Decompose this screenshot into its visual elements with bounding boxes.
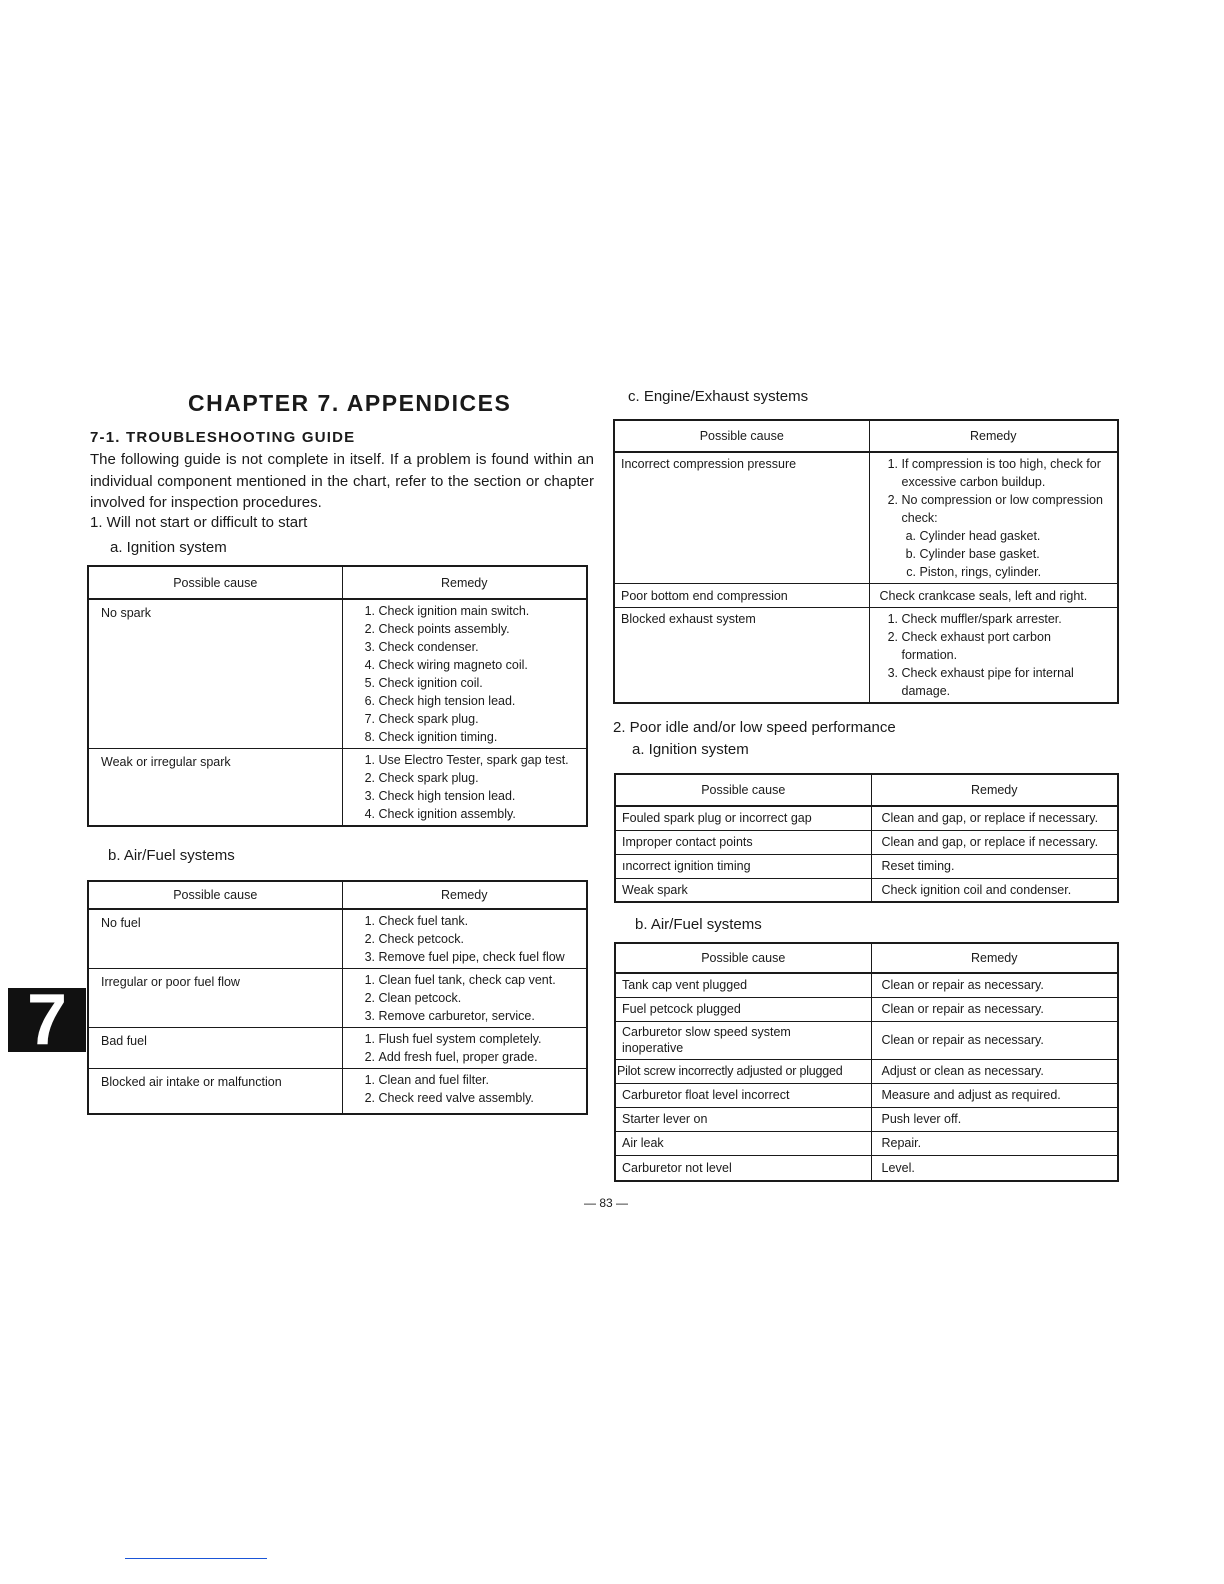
cause-cell: Carburetor not level (615, 1155, 871, 1181)
table-row (88, 969, 587, 1028)
remedy-item: 1. Use Electro Tester, spark gap test. (379, 751, 579, 769)
header-cause: Possible cause (615, 943, 871, 973)
table-row (615, 1059, 1118, 1083)
remedy-cell: Push lever off. (871, 1107, 1118, 1131)
chapter-title: CHAPTER 7. APPENDICES (188, 390, 512, 416)
table-row (88, 749, 587, 827)
remedy-cell: Reset timing. (871, 854, 1118, 878)
header-remedy: Remedy (869, 420, 1118, 452)
remedy-item: 1. Clean and fuel filter. (379, 1071, 579, 1089)
header-remedy: Remedy (342, 881, 587, 909)
ignition-table-1 (87, 565, 588, 827)
remedy-cell: Clean or repair as necessary. (871, 973, 1118, 997)
remedy-item: 5. Check ignition coil. (379, 674, 579, 692)
table-row (88, 909, 587, 969)
cause-cell: Irregular or poor fuel flow (88, 969, 342, 1028)
cause-cell: Weak or irregular spark (88, 749, 342, 827)
remedy-cell (342, 1028, 587, 1069)
remedy-subitem: c. Piston, rings, cylinder. (920, 563, 1116, 581)
remedy-cell: Level. (871, 1155, 1118, 1181)
remedy-item: 4. Check ignition assembly. (379, 805, 579, 823)
remedy-cell: Clean and gap, or replace if necessary. (871, 830, 1118, 854)
cause-cell: Air leak (615, 1131, 871, 1155)
table-row (615, 830, 1118, 854)
remedy-cell: Repair. (871, 1131, 1118, 1155)
header-remedy: Remedy (871, 943, 1118, 973)
remedy-item: 2. Add fresh fuel, proper grade. (379, 1048, 579, 1066)
remedy-cell: Measure and adjust as required. (871, 1083, 1118, 1107)
section-title: 7-1. TROUBLESHOOTING GUIDE (90, 429, 356, 446)
remedy-item: 1. Check muffler/spark arrester. (902, 610, 1110, 628)
remedy-item (902, 491, 1116, 581)
cause-cell: Pilot screw incorrectly adjusted or plugged (615, 1059, 871, 1083)
remedy-cell: Clean or repair as necessary. (871, 1021, 1118, 1059)
remedy-cell (342, 599, 587, 749)
remedy-item: 3. Check condenser. (379, 638, 579, 656)
fuel-table-2 (614, 942, 1119, 1182)
remedy-item: 2. Clean petcock. (379, 989, 579, 1007)
remedy-item: 2. Check points assembly. (379, 620, 579, 638)
remedy-item: 1. Flush fuel system completely. (379, 1030, 579, 1048)
cause-cell: ıncorrect ignition timing (615, 854, 871, 878)
section-2a-title: a. Ignition system (632, 741, 749, 758)
remedy-cell: Adjust or clean as necessary. (871, 1059, 1118, 1083)
remedy-item: 8. Check ignition timing. (379, 728, 579, 746)
section-1c-title: c. Engine/Exhaust systems (628, 388, 809, 405)
remedy-cell: Clean and gap, or replace if necessary. (871, 806, 1118, 830)
table-row (88, 599, 587, 749)
remedy-item: 3. Check exhaust pipe for internal damage. (902, 664, 1110, 700)
cause-cell: Fouled spark plug or incorrect gap (615, 806, 871, 830)
remedy-item: 1. Check fuel tank. (379, 912, 579, 930)
header-remedy: Remedy (871, 774, 1118, 806)
remedy-subitem: b. Cylinder base gasket. (920, 545, 1116, 563)
remedy-cell: Check ignition coil and condenser. (871, 878, 1118, 902)
remedy-cell (342, 749, 587, 827)
fuel-table-1 (87, 880, 588, 1115)
table-row (614, 584, 1118, 608)
table-row (615, 997, 1118, 1021)
cause-cell: Fuel petcock plugged (615, 997, 871, 1021)
cause-cell: Tank cap vent plugged (615, 973, 871, 997)
intro-paragraph: The following guide is not complete in itself. If a problem is found within an individual component mentioned in the chart, refer to the section or chapter involved for inspection procedures. (90, 451, 594, 511)
remedy-cell: Check crankcase seals, left and right. (869, 584, 1118, 608)
remedy-subitem: a. Cylinder head gasket. (920, 527, 1116, 545)
cause-cell: No fuel (88, 909, 342, 969)
cause-cell: No spark (88, 599, 342, 749)
section-1b-title: b. Air/Fuel systems (108, 847, 235, 864)
remedy-item: 1. Clean fuel tank, check cap vent. (379, 971, 579, 989)
header-cause: Possible cause (88, 566, 342, 599)
remedy-item: 1. Check ignition main switch. (379, 602, 579, 620)
table-row (88, 1069, 587, 1115)
table-row (615, 973, 1118, 997)
remedy-item: 2. Check reed valve assembly. (379, 1089, 579, 1107)
remedy-item: 6. Check high tension lead. (379, 692, 579, 710)
remedy-cell (342, 1069, 587, 1115)
table-row (615, 854, 1118, 878)
table-row (615, 878, 1118, 902)
table-row (614, 452, 1118, 584)
table-row (615, 1107, 1118, 1131)
remedy-item: 2. Check exhaust port carbon formation. (902, 628, 1110, 664)
header-cause: Possible cause (615, 774, 871, 806)
cause-cell: Blocked exhaust system (614, 608, 869, 704)
scan-artifact-line (125, 1558, 267, 1559)
remedy-item: 3. Remove fuel pipe, check fuel flow (379, 948, 579, 966)
chapter-tab-marker: 7 (8, 988, 86, 1052)
remedy-item: 2. Check spark plug. (379, 769, 579, 787)
page-number: — 83 — (584, 1196, 629, 1210)
table-row (615, 1021, 1118, 1059)
cause-cell: Incorrect compression pressure (614, 452, 869, 584)
cause-cell: Bad fuel (88, 1028, 342, 1069)
remedy-cell (869, 608, 1118, 704)
remedy-cell: Clean or repair as necessary. (871, 997, 1118, 1021)
remedy-cell (342, 909, 587, 969)
section-1a-title: a. Ignition system (110, 539, 227, 556)
cause-cell: Improper contact points (615, 830, 871, 854)
remedy-cell (869, 452, 1118, 584)
table-row (615, 1083, 1118, 1107)
section-1-title: 1. Will not start or difficult to start (90, 514, 308, 531)
cause-cell: Starter lever on (615, 1107, 871, 1131)
remedy-item: 7. Check spark plug. (379, 710, 579, 728)
ignition-table-2 (614, 773, 1119, 903)
header-cause: Possible cause (614, 420, 869, 452)
cause-cell: Poor bottom end compression (614, 584, 869, 608)
remedy-item: 1. If compression is too high, check for excessive carbon buildup. (902, 455, 1116, 491)
header-remedy: Remedy (342, 566, 587, 599)
section-2-title: 2. Poor idle and/or low speed performance (613, 719, 896, 736)
cause-cell: Carburetor slow speed system inoperative (615, 1021, 871, 1059)
table-row (615, 806, 1118, 830)
remedy-cell (342, 969, 587, 1028)
cause-cell: Blocked air intake or malfunction (88, 1069, 342, 1115)
header-cause: Possible cause (88, 881, 342, 909)
table-row (615, 1131, 1118, 1155)
table-row (615, 1155, 1118, 1181)
remedy-item: 3. Remove carburetor, service. (379, 1007, 579, 1025)
engine-table (613, 419, 1119, 704)
remedy-item: 4. Check wiring magneto coil. (379, 656, 579, 674)
cause-cell: Weak spark (615, 878, 871, 902)
remedy-item: 2. Check petcock. (379, 930, 579, 948)
cause-cell: Carburetor float level incorrect (615, 1083, 871, 1107)
section-2b-title: b. Air/Fuel systems (635, 916, 762, 933)
table-row (614, 608, 1118, 704)
remedy-item: 3. Check high tension lead. (379, 787, 579, 805)
remedy-item-text: No compression or low compression check: (901, 493, 1103, 525)
table-row (88, 1028, 587, 1069)
